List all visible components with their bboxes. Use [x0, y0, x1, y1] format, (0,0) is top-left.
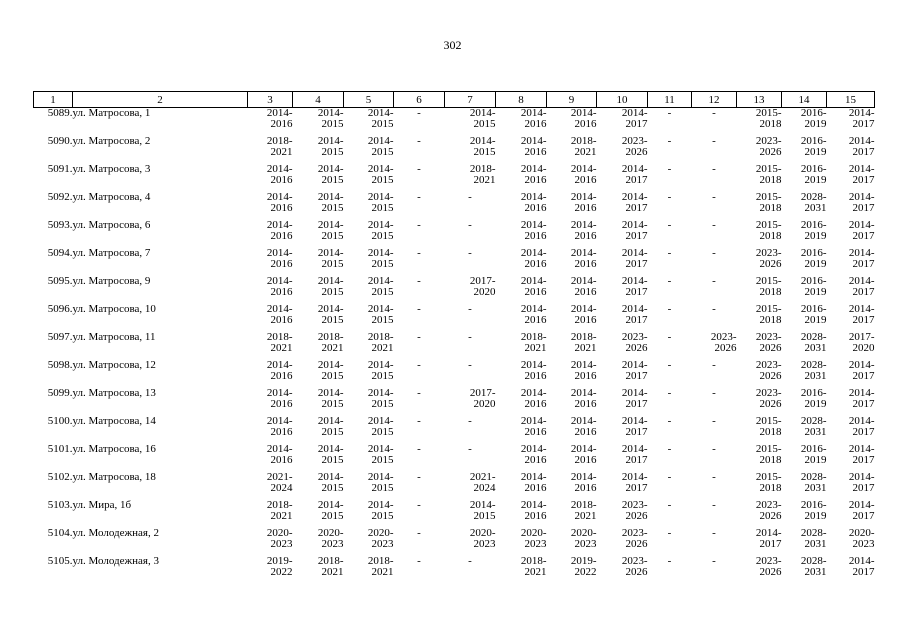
table-row: [34, 332, 875, 360]
year-range-cell: 2016- 2019: [800, 303, 827, 326]
year-range-cell: 2020- 2023: [469, 527, 496, 550]
year-range-cell: 2015- 2018: [755, 471, 782, 494]
table-row: [34, 360, 875, 388]
row-number: 5102.: [47, 471, 73, 483]
year-range-cell: 2018- 2021: [266, 135, 293, 158]
year-range-cell: 2016- 2019: [800, 443, 827, 466]
year-range-cell: 2014- 2017: [848, 359, 875, 382]
year-range-cell: 2014- 2017: [621, 107, 648, 130]
year-range-cell: -: [712, 107, 716, 119]
year-range-cell: 2014- 2015: [367, 163, 394, 186]
year-range-cell: 2014- 2016: [520, 415, 547, 438]
row-number: 5100.: [47, 415, 73, 427]
row-number: 5103.: [47, 499, 73, 511]
year-range-cell: 2014- 2016: [266, 275, 293, 298]
year-range-cell: 2018- 2021: [570, 331, 597, 354]
year-range-cell: 2016- 2019: [800, 219, 827, 242]
year-range-cell: 2014- 2015: [367, 443, 394, 466]
row-number: 5098.: [47, 359, 73, 371]
year-range-cell: 2028- 2031: [800, 359, 827, 382]
table-row: [34, 192, 875, 220]
year-range-cell: -: [667, 555, 672, 567]
year-range-cell: 2028- 2031: [800, 415, 827, 438]
page-number: 302: [443, 38, 462, 52]
year-range-cell: 2028- 2031: [800, 191, 827, 214]
column-header: 12: [692, 92, 737, 108]
year-range-cell: 2023- 2026: [755, 135, 782, 158]
address-cell: ул. Матросова, 12: [72, 359, 156, 371]
address-cell: ул. Молодежная, 2: [72, 527, 159, 539]
year-range-cell: 2014- 2017: [621, 219, 648, 242]
year-range-cell: 2014- 2017: [848, 443, 875, 466]
row-number: 5104.: [47, 527, 73, 539]
year-range-cell: 2014- 2015: [317, 443, 344, 466]
year-range-cell: 2021- 2024: [266, 471, 293, 494]
year-range-cell: 2014- 2015: [317, 275, 344, 298]
table-row: [34, 108, 875, 137]
year-range-cell: -: [417, 471, 421, 483]
year-range-cell: -: [468, 247, 472, 259]
year-range-cell: 2014- 2017: [621, 191, 648, 214]
address-cell: ул. Матросова, 4: [72, 191, 151, 203]
year-range-cell: -: [468, 331, 472, 343]
row-number: 5094.: [47, 247, 73, 259]
year-range-cell: -: [712, 555, 716, 567]
year-range-cell: 2014- 2016: [570, 387, 597, 410]
year-range-cell: 2015- 2018: [755, 275, 782, 298]
row-number: 5101.: [47, 443, 73, 455]
year-range-cell: 2014- 2016: [266, 443, 293, 466]
column-header: 13: [737, 92, 782, 108]
row-number: 5089.: [47, 107, 73, 119]
year-range-cell: 2014- 2016: [520, 443, 547, 466]
year-range-cell: 2014- 2017: [848, 555, 875, 578]
year-range-cell: -: [417, 275, 421, 287]
address-cell: ул. Матросова, 9: [72, 275, 151, 287]
year-range-cell: -: [667, 443, 672, 455]
year-range-cell: -: [417, 135, 421, 147]
year-range-cell: 2020- 2023: [570, 527, 597, 550]
year-range-cell: -: [417, 387, 421, 399]
year-range-cell: 2014- 2015: [317, 303, 344, 326]
year-range-cell: 2023- 2026: [621, 331, 648, 354]
year-range-cell: 2014- 2017: [848, 219, 875, 242]
year-range-cell: 2014- 2017: [621, 415, 648, 438]
year-range-cell: 2014- 2016: [570, 247, 597, 270]
year-range-cell: 2016- 2019: [800, 275, 827, 298]
year-range-cell: 2014- 2017: [848, 107, 875, 130]
year-range-cell: 2014- 2016: [570, 471, 597, 494]
year-range-cell: 2014- 2017: [848, 471, 875, 494]
address-cell: ул. Матросова, 13: [72, 387, 156, 399]
year-range-cell: -: [667, 387, 672, 399]
address-cell: ул. Матросова, 16: [72, 443, 156, 455]
row-number: 5091.: [47, 163, 73, 175]
year-range-cell: 2017- 2020: [469, 275, 496, 298]
row-number: 5093.: [47, 219, 73, 231]
table-row: [34, 444, 875, 472]
year-range-cell: -: [468, 303, 472, 315]
year-range-cell: 2014- 2017: [848, 387, 875, 410]
year-range-cell: 2014- 2015: [317, 415, 344, 438]
year-range-cell: -: [667, 415, 672, 427]
year-range-cell: 2014- 2017: [621, 443, 648, 466]
year-range-cell: 2014- 2015: [317, 107, 344, 130]
row-number: 5099.: [47, 387, 73, 399]
year-range-cell: -: [667, 303, 672, 315]
year-range-cell: 2014- 2016: [570, 163, 597, 186]
year-range-cell: -: [712, 275, 716, 287]
year-range-cell: 2014- 2015: [367, 275, 394, 298]
year-range-cell: 2014- 2016: [520, 135, 547, 158]
year-range-cell: 2014- 2016: [570, 303, 597, 326]
year-range-cell: 2015- 2018: [755, 219, 782, 242]
column-header: 9: [547, 92, 597, 108]
year-range-cell: -: [667, 191, 672, 203]
year-range-cell: -: [417, 247, 421, 259]
year-range-cell: 2014- 2015: [367, 219, 394, 242]
year-range-cell: 2018- 2021: [266, 499, 293, 522]
year-range-cell: 2018- 2021: [520, 331, 547, 354]
address-cell: ул. Матросова, 3: [72, 163, 151, 175]
column-header: 10: [597, 92, 648, 108]
year-range-cell: -: [712, 499, 716, 511]
data-table: [33, 91, 875, 584]
year-range-cell: -: [417, 555, 421, 567]
year-range-cell: 2014- 2016: [266, 387, 293, 410]
year-range-cell: 2014- 2016: [520, 471, 547, 494]
year-range-cell: 2015- 2018: [755, 107, 782, 130]
year-range-cell: 2014- 2015: [367, 471, 394, 494]
year-range-cell: 2017- 2020: [469, 387, 496, 410]
year-range-cell: -: [667, 499, 672, 511]
year-range-cell: 2015- 2018: [755, 303, 782, 326]
table-row: [34, 136, 875, 164]
year-range-cell: 2014- 2016: [520, 191, 547, 214]
year-range-cell: 2014- 2017: [848, 135, 875, 158]
year-range-cell: 2014- 2016: [520, 219, 547, 242]
row-number: 5092.: [47, 191, 73, 203]
year-range-cell: 2017- 2020: [848, 331, 875, 354]
year-range-cell: 2014- 2017: [621, 163, 648, 186]
year-range-cell: 2020- 2023: [266, 527, 293, 550]
year-range-cell: 2014- 2016: [570, 191, 597, 214]
year-range-cell: -: [712, 359, 716, 371]
year-range-cell: 2015- 2018: [755, 191, 782, 214]
column-header: 5: [344, 92, 394, 108]
year-range-cell: -: [468, 219, 472, 231]
year-range-cell: -: [667, 107, 672, 119]
year-range-cell: 2014- 2016: [570, 219, 597, 242]
row-number: 5105.: [47, 555, 73, 567]
year-range-cell: 2014- 2016: [570, 443, 597, 466]
address-cell: ул. Мира, 1б: [72, 499, 132, 511]
year-range-cell: 2014- 2015: [367, 359, 394, 382]
year-range-cell: 2014- 2015: [469, 135, 496, 158]
year-range-cell: 2014- 2016: [570, 359, 597, 382]
row-number: 5095.: [47, 275, 73, 287]
year-range-cell: -: [417, 443, 421, 455]
year-range-cell: 2014- 2017: [848, 247, 875, 270]
column-header: 4: [293, 92, 344, 108]
year-range-cell: 2014- 2015: [317, 359, 344, 382]
year-range-cell: 2014- 2017: [848, 415, 875, 438]
year-range-cell: 2014- 2016: [520, 387, 547, 410]
year-range-cell: -: [667, 527, 672, 539]
year-range-cell: -: [667, 471, 672, 483]
year-range-cell: 2019- 2022: [266, 555, 293, 578]
year-range-cell: 2014- 2017: [621, 275, 648, 298]
column-header: 6: [394, 92, 445, 108]
year-range-cell: 2014- 2016: [570, 107, 597, 130]
year-range-cell: -: [712, 219, 716, 231]
year-range-cell: 2014- 2015: [317, 191, 344, 214]
year-range-cell: 2018- 2021: [367, 555, 394, 578]
year-range-cell: 2014- 2015: [469, 499, 496, 522]
year-range-cell: 2014- 2015: [317, 471, 344, 494]
table-row: [34, 472, 875, 500]
year-range-cell: -: [468, 415, 472, 427]
table-row: [34, 164, 875, 192]
address-cell: ул. Матросова, 2: [72, 135, 151, 147]
year-range-cell: 2014- 2016: [266, 163, 293, 186]
year-range-cell: 2023- 2026: [755, 555, 782, 578]
column-header: 15: [827, 92, 875, 108]
table-row: [34, 500, 875, 528]
year-range-cell: -: [667, 247, 672, 259]
year-range-cell: -: [468, 359, 472, 371]
year-range-cell: 2014- 2016: [266, 219, 293, 242]
year-range-cell: 2023- 2026: [621, 555, 648, 578]
year-range-cell: 2028- 2031: [800, 555, 827, 578]
year-range-cell: -: [417, 107, 421, 119]
year-range-cell: 2016- 2019: [800, 107, 827, 130]
address-cell: ул. Матросова, 11: [72, 331, 156, 343]
year-range-cell: 2014- 2016: [520, 163, 547, 186]
year-range-cell: 2023- 2026: [710, 331, 737, 354]
year-range-cell: -: [468, 443, 472, 455]
year-range-cell: -: [712, 191, 716, 203]
column-header: 11: [648, 92, 692, 108]
row-number: 5090.: [47, 135, 73, 147]
year-range-cell: 2014- 2015: [317, 135, 344, 158]
year-range-cell: 2023- 2026: [621, 135, 648, 158]
year-range-cell: 2014- 2015: [367, 387, 394, 410]
year-range-cell: 2016- 2019: [800, 135, 827, 158]
year-range-cell: 2016- 2019: [800, 387, 827, 410]
year-range-cell: 2021- 2024: [469, 471, 496, 494]
year-range-cell: -: [712, 387, 716, 399]
year-range-cell: -: [417, 331, 421, 343]
year-range-cell: 2018- 2021: [520, 555, 547, 578]
year-range-cell: -: [667, 135, 672, 147]
year-range-cell: -: [712, 443, 716, 455]
year-range-cell: 2014- 2016: [520, 107, 547, 130]
year-range-cell: -: [667, 359, 672, 371]
year-range-cell: -: [667, 331, 672, 343]
table-row: [34, 388, 875, 416]
year-range-cell: -: [417, 415, 421, 427]
year-range-cell: 2023- 2026: [755, 247, 782, 270]
year-range-cell: -: [712, 527, 716, 539]
address-cell: ул. Матросова, 7: [72, 247, 151, 259]
year-range-cell: 2028- 2031: [800, 331, 827, 354]
year-range-cell: 2018- 2021: [266, 331, 293, 354]
year-range-cell: 2028- 2031: [800, 471, 827, 494]
table-row: [34, 248, 875, 276]
year-range-cell: 2014- 2017: [848, 191, 875, 214]
year-range-cell: 2014- 2015: [317, 163, 344, 186]
year-range-cell: -: [417, 219, 421, 231]
year-range-cell: 2020- 2023: [367, 527, 394, 550]
year-range-cell: -: [712, 415, 716, 427]
year-range-cell: 2014- 2017: [848, 303, 875, 326]
year-range-cell: 2014- 2016: [520, 303, 547, 326]
header-row: [34, 92, 875, 108]
year-range-cell: 2015- 2018: [755, 443, 782, 466]
column-header: 1: [34, 92, 73, 108]
row-number: 5096.: [47, 303, 73, 315]
year-range-cell: 2014- 2015: [367, 107, 394, 130]
table-row: [34, 220, 875, 248]
year-range-cell: -: [417, 499, 421, 511]
year-range-cell: 2014- 2016: [570, 275, 597, 298]
year-range-cell: 2014- 2016: [266, 247, 293, 270]
year-range-cell: 2016- 2019: [800, 499, 827, 522]
year-range-cell: 2014- 2016: [520, 499, 547, 522]
year-range-cell: -: [417, 527, 421, 539]
year-range-cell: 2014- 2015: [367, 415, 394, 438]
year-range-cell: 2018- 2021: [317, 555, 344, 578]
year-range-cell: 2023- 2026: [755, 387, 782, 410]
year-range-cell: 2014- 2017: [848, 275, 875, 298]
year-range-cell: 2014- 2015: [317, 499, 344, 522]
year-range-cell: 2014- 2015: [317, 387, 344, 410]
year-range-cell: 2018- 2021: [570, 135, 597, 158]
year-range-cell: -: [712, 135, 716, 147]
table-row: [34, 276, 875, 304]
year-range-cell: 2014- 2017: [755, 527, 782, 550]
year-range-cell: 2014- 2015: [469, 107, 496, 130]
year-range-cell: 2014- 2015: [367, 499, 394, 522]
year-range-cell: 2023- 2026: [621, 527, 648, 550]
table-row: [34, 528, 875, 556]
table-row: [34, 304, 875, 332]
address-cell: ул. Матросова, 14: [72, 415, 156, 427]
year-range-cell: 2014- 2016: [266, 415, 293, 438]
year-range-cell: 2014- 2017: [621, 359, 648, 382]
year-range-cell: 2014- 2016: [520, 359, 547, 382]
year-range-cell: 2014- 2016: [520, 247, 547, 270]
column-header: 2: [73, 92, 248, 108]
year-range-cell: -: [712, 247, 716, 259]
column-header: 8: [496, 92, 547, 108]
year-range-cell: 2023- 2026: [621, 499, 648, 522]
year-range-cell: 2014- 2017: [621, 247, 648, 270]
column-header: 14: [782, 92, 827, 108]
year-range-cell: -: [417, 359, 421, 371]
year-range-cell: 2014- 2017: [621, 471, 648, 494]
year-range-cell: 2020- 2023: [520, 527, 547, 550]
year-range-cell: 2016- 2019: [800, 247, 827, 270]
column-header: 3: [248, 92, 293, 108]
year-range-cell: -: [417, 303, 421, 315]
year-range-cell: 2018- 2021: [317, 331, 344, 354]
year-range-cell: 2014- 2017: [621, 303, 648, 326]
year-range-cell: 2014- 2015: [367, 135, 394, 158]
table-body: [34, 108, 875, 585]
year-range-cell: 2014- 2017: [848, 163, 875, 186]
year-range-cell: 2014- 2016: [520, 275, 547, 298]
column-header: 7: [445, 92, 496, 108]
year-range-cell: 2014- 2017: [848, 499, 875, 522]
year-range-cell: 2018- 2021: [570, 499, 597, 522]
year-range-cell: 2020- 2023: [848, 527, 875, 550]
year-range-cell: -: [712, 471, 716, 483]
year-range-cell: 2020- 2023: [317, 527, 344, 550]
year-range-cell: 2014- 2015: [317, 219, 344, 242]
year-range-cell: 2018- 2021: [469, 163, 496, 186]
year-range-cell: -: [712, 303, 716, 315]
year-range-cell: 2023- 2026: [755, 499, 782, 522]
year-range-cell: 2023- 2026: [755, 331, 782, 354]
year-range-cell: 2014- 2015: [367, 191, 394, 214]
year-range-cell: 2023- 2026: [755, 359, 782, 382]
table-row: [34, 416, 875, 444]
year-range-cell: -: [468, 191, 472, 203]
year-range-cell: 2014- 2016: [266, 191, 293, 214]
address-cell: ул. Молодежная, 3: [72, 555, 159, 567]
year-range-cell: 2028- 2031: [800, 527, 827, 550]
year-range-cell: -: [417, 191, 421, 203]
year-range-cell: -: [667, 163, 672, 175]
year-range-cell: 2018- 2021: [367, 331, 394, 354]
year-range-cell: 2014- 2015: [317, 247, 344, 270]
year-range-cell: -: [712, 163, 716, 175]
year-range-cell: 2014- 2016: [570, 415, 597, 438]
address-cell: ул. Матросова, 1: [72, 107, 151, 119]
year-range-cell: 2015- 2018: [755, 163, 782, 186]
year-range-cell: 2014- 2016: [266, 359, 293, 382]
row-number: 5097.: [47, 331, 73, 343]
address-cell: ул. Матросова, 10: [72, 303, 156, 315]
year-range-cell: 2014- 2016: [266, 303, 293, 326]
year-range-cell: 2014- 2015: [367, 303, 394, 326]
address-cell: ул. Матросова, 6: [72, 219, 151, 231]
year-range-cell: -: [468, 555, 472, 567]
year-range-cell: 2016- 2019: [800, 163, 827, 186]
table-row: [34, 556, 875, 584]
year-range-cell: 2014- 2016: [266, 107, 293, 130]
year-range-cell: 2019- 2022: [570, 555, 597, 578]
address-cell: ул. Матросова, 18: [72, 471, 156, 483]
year-range-cell: -: [417, 163, 421, 175]
year-range-cell: 2015- 2018: [755, 415, 782, 438]
year-range-cell: 2014- 2015: [367, 247, 394, 270]
year-range-cell: 2014- 2017: [621, 387, 648, 410]
year-range-cell: -: [667, 275, 672, 287]
year-range-cell: -: [667, 219, 672, 231]
